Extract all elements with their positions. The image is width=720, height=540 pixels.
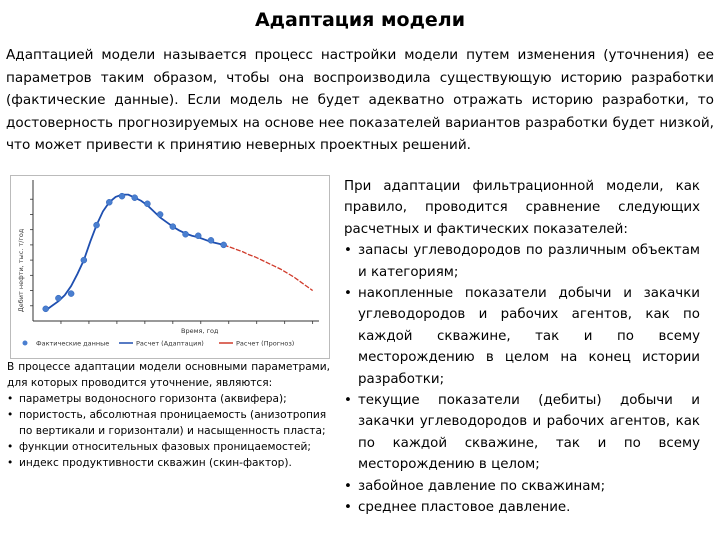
right-list — [344, 240, 700, 518]
right-paragraph: При адаптации фильтрационной модели, как правило, проводится сравнение следующих расчетных и фактических показателей: — [344, 179, 700, 237]
data-point — [43, 306, 49, 312]
data-point — [208, 237, 214, 243]
data-point — [170, 224, 176, 230]
right-list-item: • запасы углеводородов по различным объектам и категориям; — [344, 240, 700, 283]
data-point — [144, 201, 150, 207]
data-point — [183, 231, 189, 237]
left-list — [7, 391, 330, 471]
left-list-item: • параметры водоносного горизонта (аквифера); — [7, 391, 330, 407]
left-paragraph: В процессе адаптации модели основными параметрами, для которых проводится уточнение, являются: — [7, 361, 330, 389]
left-list-item: • функции относительных фазовых проницаемостей; — [7, 439, 330, 455]
legend-label: Фактические данные — [36, 339, 110, 348]
data-point — [68, 291, 74, 297]
data-point — [106, 199, 112, 205]
data-point — [81, 257, 87, 263]
left-list-item: • индекс продуктивности скважин (скин-фактор). — [7, 455, 330, 471]
production-chart — [10, 175, 330, 359]
left-text-block — [7, 359, 330, 471]
data-point — [195, 233, 201, 239]
data-point — [119, 193, 125, 199]
x-axis-label: Время, год — [181, 327, 219, 335]
legend-label: Расчет (Адаптация) — [136, 339, 204, 348]
legend-label: Расчет (Прогноз) — [236, 339, 295, 348]
right-list-item: • среднее пластовое давление. — [344, 497, 700, 518]
legend-marker — [23, 341, 28, 346]
right-list-item: • забойное давление по скважинам; — [344, 476, 700, 497]
right-text-block — [344, 176, 700, 519]
left-list-item: • пористость, абсолютная проницаемость (анизотропия по вертикали и горизонтали) и насыщенность пласта; — [7, 407, 330, 439]
right-list-item: • накопленные показатели добычи и закачки углеводородов и рабочих агентов, как по каждой скважине, так и по всему месторождению в целом на конец истории разработки; — [344, 283, 700, 390]
data-point — [94, 222, 100, 228]
series-line — [224, 245, 313, 291]
y-axis-label: Дебит нефти, тыс. т/год — [17, 228, 25, 313]
slide-title: Адаптация модели — [254, 9, 466, 31]
chart-svg — [11, 176, 329, 358]
intro-paragraph: Адаптацией модели называется процесс настройки модели путем изменения (уточнения) ее параметров таким образом, чтобы она воспроизводила существующую историю разработки (фактические данные). Если модель не будет адекватно отражать историю разработки, то достоверность прогнозируемых на основе нее показателей вариантов разработки будет низкой, что может привести к принятию неверных проектных решений. — [6, 47, 714, 153]
right-list-item: • текущие показатели (дебиты) добычи и закачки углеводородов и рабочих агентов, как по каждой скважине, так и по всему месторождению в целом; — [344, 390, 700, 476]
data-point — [157, 211, 163, 217]
data-point — [55, 295, 61, 301]
data-point — [221, 242, 227, 248]
data-point — [132, 195, 138, 201]
